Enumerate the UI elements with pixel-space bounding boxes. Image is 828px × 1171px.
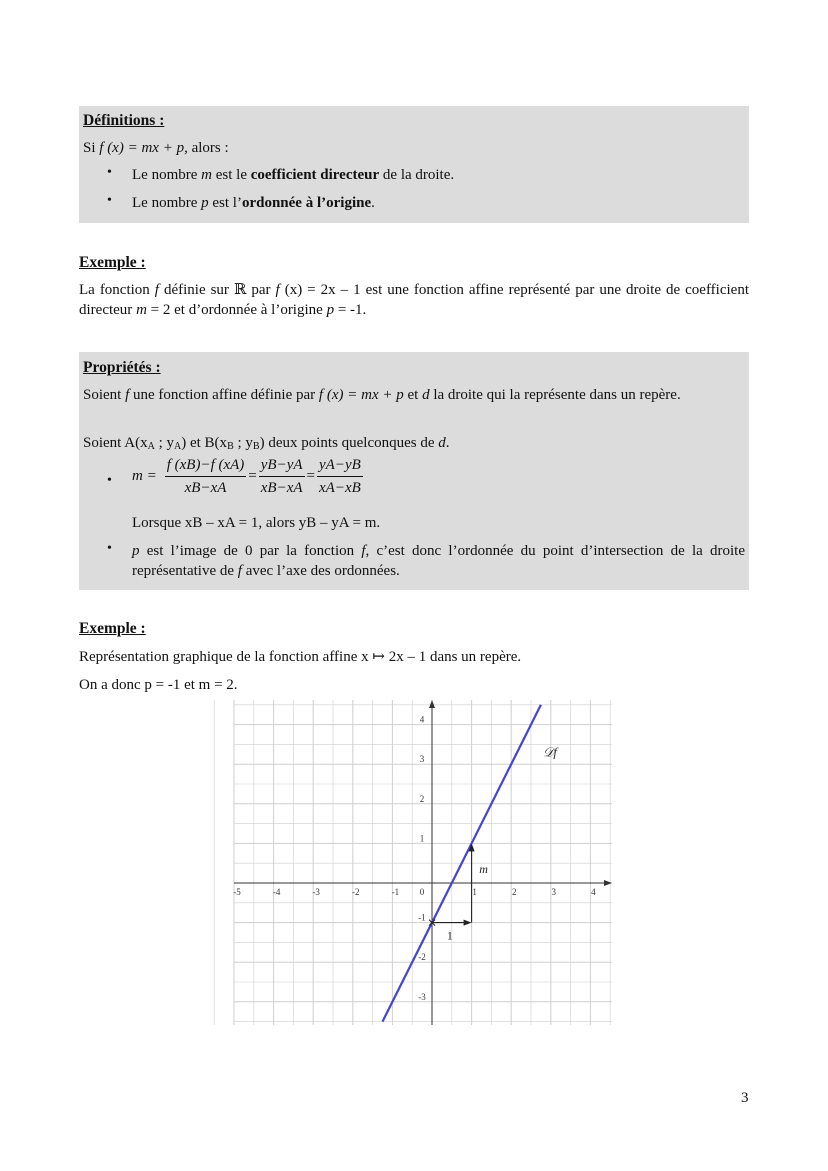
y-tick-label: 1 — [419, 833, 425, 844]
y-tick-label: 3 — [419, 754, 425, 765]
example2-line1: Représentation graphique de la fonction affine x ↦ 2x – 1 dans un repère. — [79, 649, 522, 665]
bullet-dot: • — [107, 165, 112, 180]
x-tick-label: -4 — [272, 887, 281, 897]
definition-p: Le nombre p est l’ordonnée à l’origine. — [132, 195, 375, 211]
property-p: p est l’image de 0 par la fonction f, c’est donc l’ordonnée du point d’intersection de la droite représentative de f avec l’axe des ordonnées. — [132, 543, 745, 579]
run-arrow-head — [464, 920, 472, 926]
x-axis-arrow — [604, 880, 612, 886]
page-number: 3 — [741, 1090, 749, 1106]
lorsque-line: Lorsque xB – xA = 1, alors yB – yA = m. — [132, 515, 381, 531]
run-label: 1 — [446, 928, 453, 943]
fraction-y: $\frac{yB-yA}{xB-xA}$ — [260, 457, 303, 496]
definitions-heading: Définitions : — [83, 112, 165, 129]
example2-heading: Exemple : — [79, 620, 146, 637]
curve-label: 𝒟f — [542, 744, 557, 760]
y-tick-label: 2 — [419, 793, 425, 804]
y-axis-arrow — [429, 700, 435, 708]
x-tick-label: 3 — [551, 887, 557, 897]
x-tick-label: -1 — [391, 887, 400, 897]
m-equals: m = — [132, 468, 157, 484]
properties-intro: Soient f une fonction affine définie par f (x) = mx + p et d la droite qui la représente dans un repère. — [83, 387, 681, 403]
y-tick-label: -2 — [418, 952, 426, 963]
definition-m: Le nombre m est le coefficient directeur de la droite. — [132, 167, 455, 183]
x-tick-label: 0 — [419, 887, 425, 897]
fraction-y-reversed: $\frac{yA-yB}{xA-xB}$ — [319, 457, 361, 496]
example1-text: La fonction f définie sur ℝ par f (x) = 2x – 1 est une fonction affine représenté par une droite de coefficient directeur m = 2 et d’ordonnée à l’origine p = -1. — [79, 282, 749, 318]
definitions-intro: Si f (x) = mx + p, alors : — [83, 140, 229, 156]
bullet-dot: • — [107, 193, 112, 208]
slope-formula: m = $\frac{f (xB)-f (xA)}{xB-xA}$ = $\frac{yB-yA}{xB-xA}$ = $\frac{yA-yB}{xA-xB}$ — [132, 457, 361, 496]
properties-heading: Propriétés : — [83, 359, 161, 376]
x-tick-label: 2 — [511, 887, 517, 897]
x-tick-label: -3 — [312, 887, 320, 897]
y-tick-label: -3 — [418, 991, 426, 1002]
example1-heading: Exemple : — [79, 254, 146, 271]
x-tick-label: 4 — [591, 887, 596, 897]
y-tick-label: -1 — [418, 912, 426, 923]
fraction-f: $\frac{f (xB)-f (xA)}{xB-xA}$ — [166, 457, 245, 496]
properties-points: Soient $A(x_A$ ; $y_A$) et $B(x_B$ ; $y_B$) deux points quelconques de d. — [83, 435, 450, 452]
bullet-dot: • — [107, 473, 112, 488]
y-tick-label: 4 — [419, 714, 425, 725]
bullet-dot: • — [107, 541, 112, 556]
rise-label: m — [479, 862, 488, 877]
x-tick-label: -2 — [352, 887, 360, 897]
example2-line2: On a donc p = -1 et m = 2. — [79, 677, 238, 693]
x-tick-label: -5 — [233, 887, 241, 897]
x-tick-label: 1 — [472, 887, 477, 897]
